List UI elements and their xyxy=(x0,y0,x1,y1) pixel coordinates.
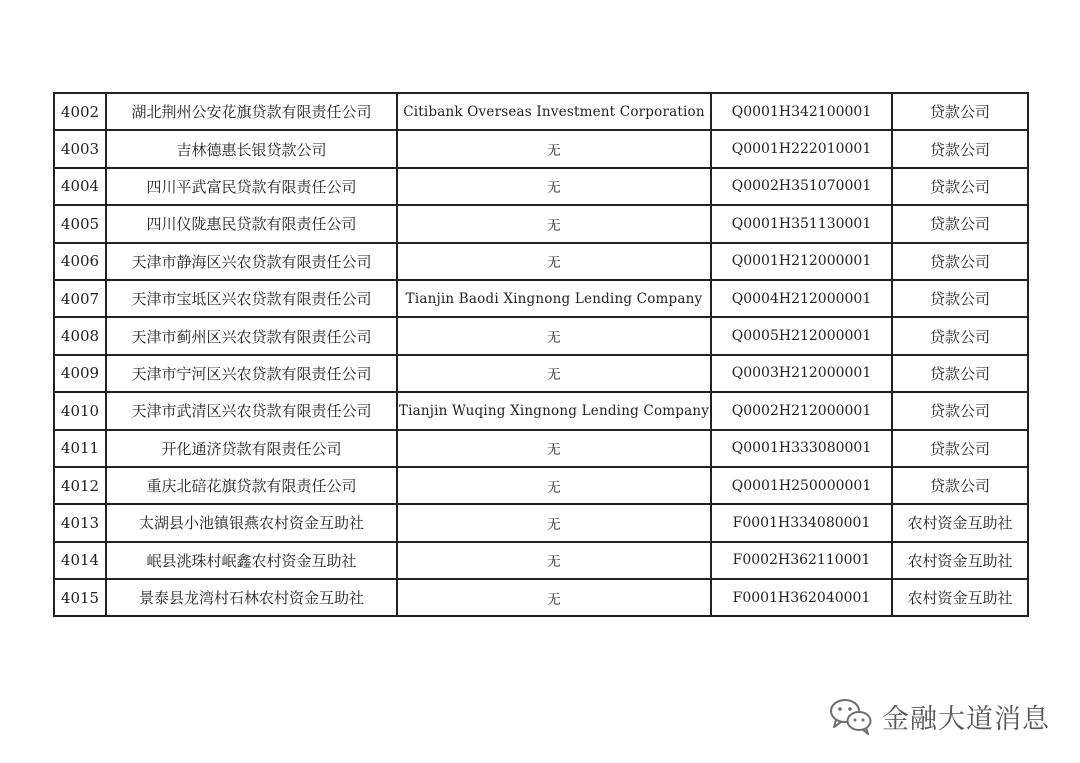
cell-institution-type: 贷款公司 xyxy=(892,355,1028,392)
cell-institution-type: 贷款公司 xyxy=(892,205,1028,242)
cell-institution-type: 贷款公司 xyxy=(892,392,1028,429)
cell-institution-type: 贷款公司 xyxy=(892,93,1028,130)
cell-serial-number: 4013 xyxy=(54,504,106,541)
cell-institution-type: 贷款公司 xyxy=(892,280,1028,317)
cell-english-name: 无 xyxy=(397,579,711,616)
cell-license-code: F0002H362110001 xyxy=(711,542,892,579)
cell-license-code: F0001H362040001 xyxy=(711,579,892,616)
cell-institution-type: 农村资金互助社 xyxy=(892,542,1028,579)
cell-license-code: Q0001H342100001 xyxy=(711,93,892,130)
cell-serial-number: 4015 xyxy=(54,579,106,616)
cell-license-code: Q0004H212000001 xyxy=(711,280,892,317)
cell-institution-name: 景泰县龙湾村石林农村资金互助社 xyxy=(106,579,397,616)
cell-license-code: Q0001H222010001 xyxy=(711,130,892,167)
cell-institution-name: 岷县洮珠村岷鑫农村资金互助社 xyxy=(106,542,397,579)
watermark xyxy=(828,694,1050,738)
cell-institution-type: 贷款公司 xyxy=(892,467,1028,504)
cell-serial-number: 4007 xyxy=(54,280,106,317)
cell-serial-number: 4011 xyxy=(54,430,106,467)
cell-english-name: 无 xyxy=(397,542,711,579)
cell-english-name: 无 xyxy=(397,205,711,242)
table-row xyxy=(54,168,1028,205)
table-row xyxy=(54,355,1028,392)
table-row xyxy=(54,243,1028,280)
cell-institution-name: 吉林德惠长银贷款公司 xyxy=(106,130,397,167)
cell-institution-name: 四川仪陇惠民贷款有限责任公司 xyxy=(106,205,397,242)
cell-license-code: Q0002H351070001 xyxy=(711,168,892,205)
cell-serial-number: 4002 xyxy=(54,93,106,130)
cell-serial-number: 4005 xyxy=(54,205,106,242)
table-row xyxy=(54,430,1028,467)
institution-table xyxy=(53,92,1029,617)
cell-institution-name: 太湖县小池镇银燕农村资金互助社 xyxy=(106,504,397,541)
cell-serial-number: 4003 xyxy=(54,130,106,167)
cell-license-code: Q0002H212000001 xyxy=(711,392,892,429)
table-row xyxy=(54,504,1028,541)
cell-english-name: 无 xyxy=(397,504,711,541)
wechat-icon xyxy=(828,696,874,736)
cell-serial-number: 4012 xyxy=(54,467,106,504)
cell-english-name: 无 xyxy=(397,355,711,392)
cell-serial-number: 4008 xyxy=(54,317,106,354)
cell-english-name: 无 xyxy=(397,467,711,504)
cell-institution-type: 贷款公司 xyxy=(892,317,1028,354)
cell-institution-type: 贷款公司 xyxy=(892,168,1028,205)
cell-serial-number: 4009 xyxy=(54,355,106,392)
cell-institution-type: 农村资金互助社 xyxy=(892,504,1028,541)
cell-institution-name: 天津市宝坻区兴农贷款有限责任公司 xyxy=(106,280,397,317)
cell-english-name: Citibank Overseas Investment Corporation xyxy=(397,93,711,130)
cell-institution-name: 天津市武清区兴农贷款有限责任公司 xyxy=(106,392,397,429)
cell-license-code: Q0001H250000001 xyxy=(711,467,892,504)
table-row xyxy=(54,579,1028,616)
cell-institution-name: 天津市宁河区兴农贷款有限责任公司 xyxy=(106,355,397,392)
cell-institution-type: 贷款公司 xyxy=(892,130,1028,167)
cell-institution-name: 天津市蓟州区兴农贷款有限责任公司 xyxy=(106,317,397,354)
table-row xyxy=(54,317,1028,354)
cell-institution-name: 四川平武富民贷款有限责任公司 xyxy=(106,168,397,205)
cell-english-name: 无 xyxy=(397,130,711,167)
cell-license-code: F0001H334080001 xyxy=(711,504,892,541)
table-row xyxy=(54,280,1028,317)
cell-license-code: Q0003H212000001 xyxy=(711,355,892,392)
table-row xyxy=(54,542,1028,579)
table-row xyxy=(54,93,1028,130)
cell-english-name: 无 xyxy=(397,430,711,467)
table-body xyxy=(54,93,1028,616)
watermark-text: 金融大道消息 xyxy=(882,703,1050,735)
cell-english-name: Tianjin Baodi Xingnong Lending Company xyxy=(397,280,711,317)
cell-license-code: Q0005H212000001 xyxy=(711,317,892,354)
cell-license-code: Q0001H333080001 xyxy=(711,430,892,467)
cell-english-name: 无 xyxy=(397,243,711,280)
cell-institution-type: 贷款公司 xyxy=(892,243,1028,280)
cell-english-name: Tianjin Wuqing Xingnong Lending Company xyxy=(397,392,711,429)
cell-serial-number: 4010 xyxy=(54,392,106,429)
table-row xyxy=(54,205,1028,242)
cell-english-name: 无 xyxy=(397,168,711,205)
cell-institution-type: 农村资金互助社 xyxy=(892,579,1028,616)
cell-license-code: Q0001H351130001 xyxy=(711,205,892,242)
cell-institution-name: 重庆北碚花旗贷款有限责任公司 xyxy=(106,467,397,504)
table-row xyxy=(54,467,1028,504)
cell-english-name: 无 xyxy=(397,317,711,354)
cell-license-code: Q0001H212000001 xyxy=(711,243,892,280)
cell-institution-name: 湖北荆州公安花旗贷款有限责任公司 xyxy=(106,93,397,130)
cell-institution-name: 天津市静海区兴农贷款有限责任公司 xyxy=(106,243,397,280)
table-row xyxy=(54,130,1028,167)
cell-serial-number: 4004 xyxy=(54,168,106,205)
table-row xyxy=(54,392,1028,429)
cell-institution-name: 开化通济贷款有限责任公司 xyxy=(106,430,397,467)
cell-serial-number: 4014 xyxy=(54,542,106,579)
cell-institution-type: 贷款公司 xyxy=(892,430,1028,467)
cell-serial-number: 4006 xyxy=(54,243,106,280)
